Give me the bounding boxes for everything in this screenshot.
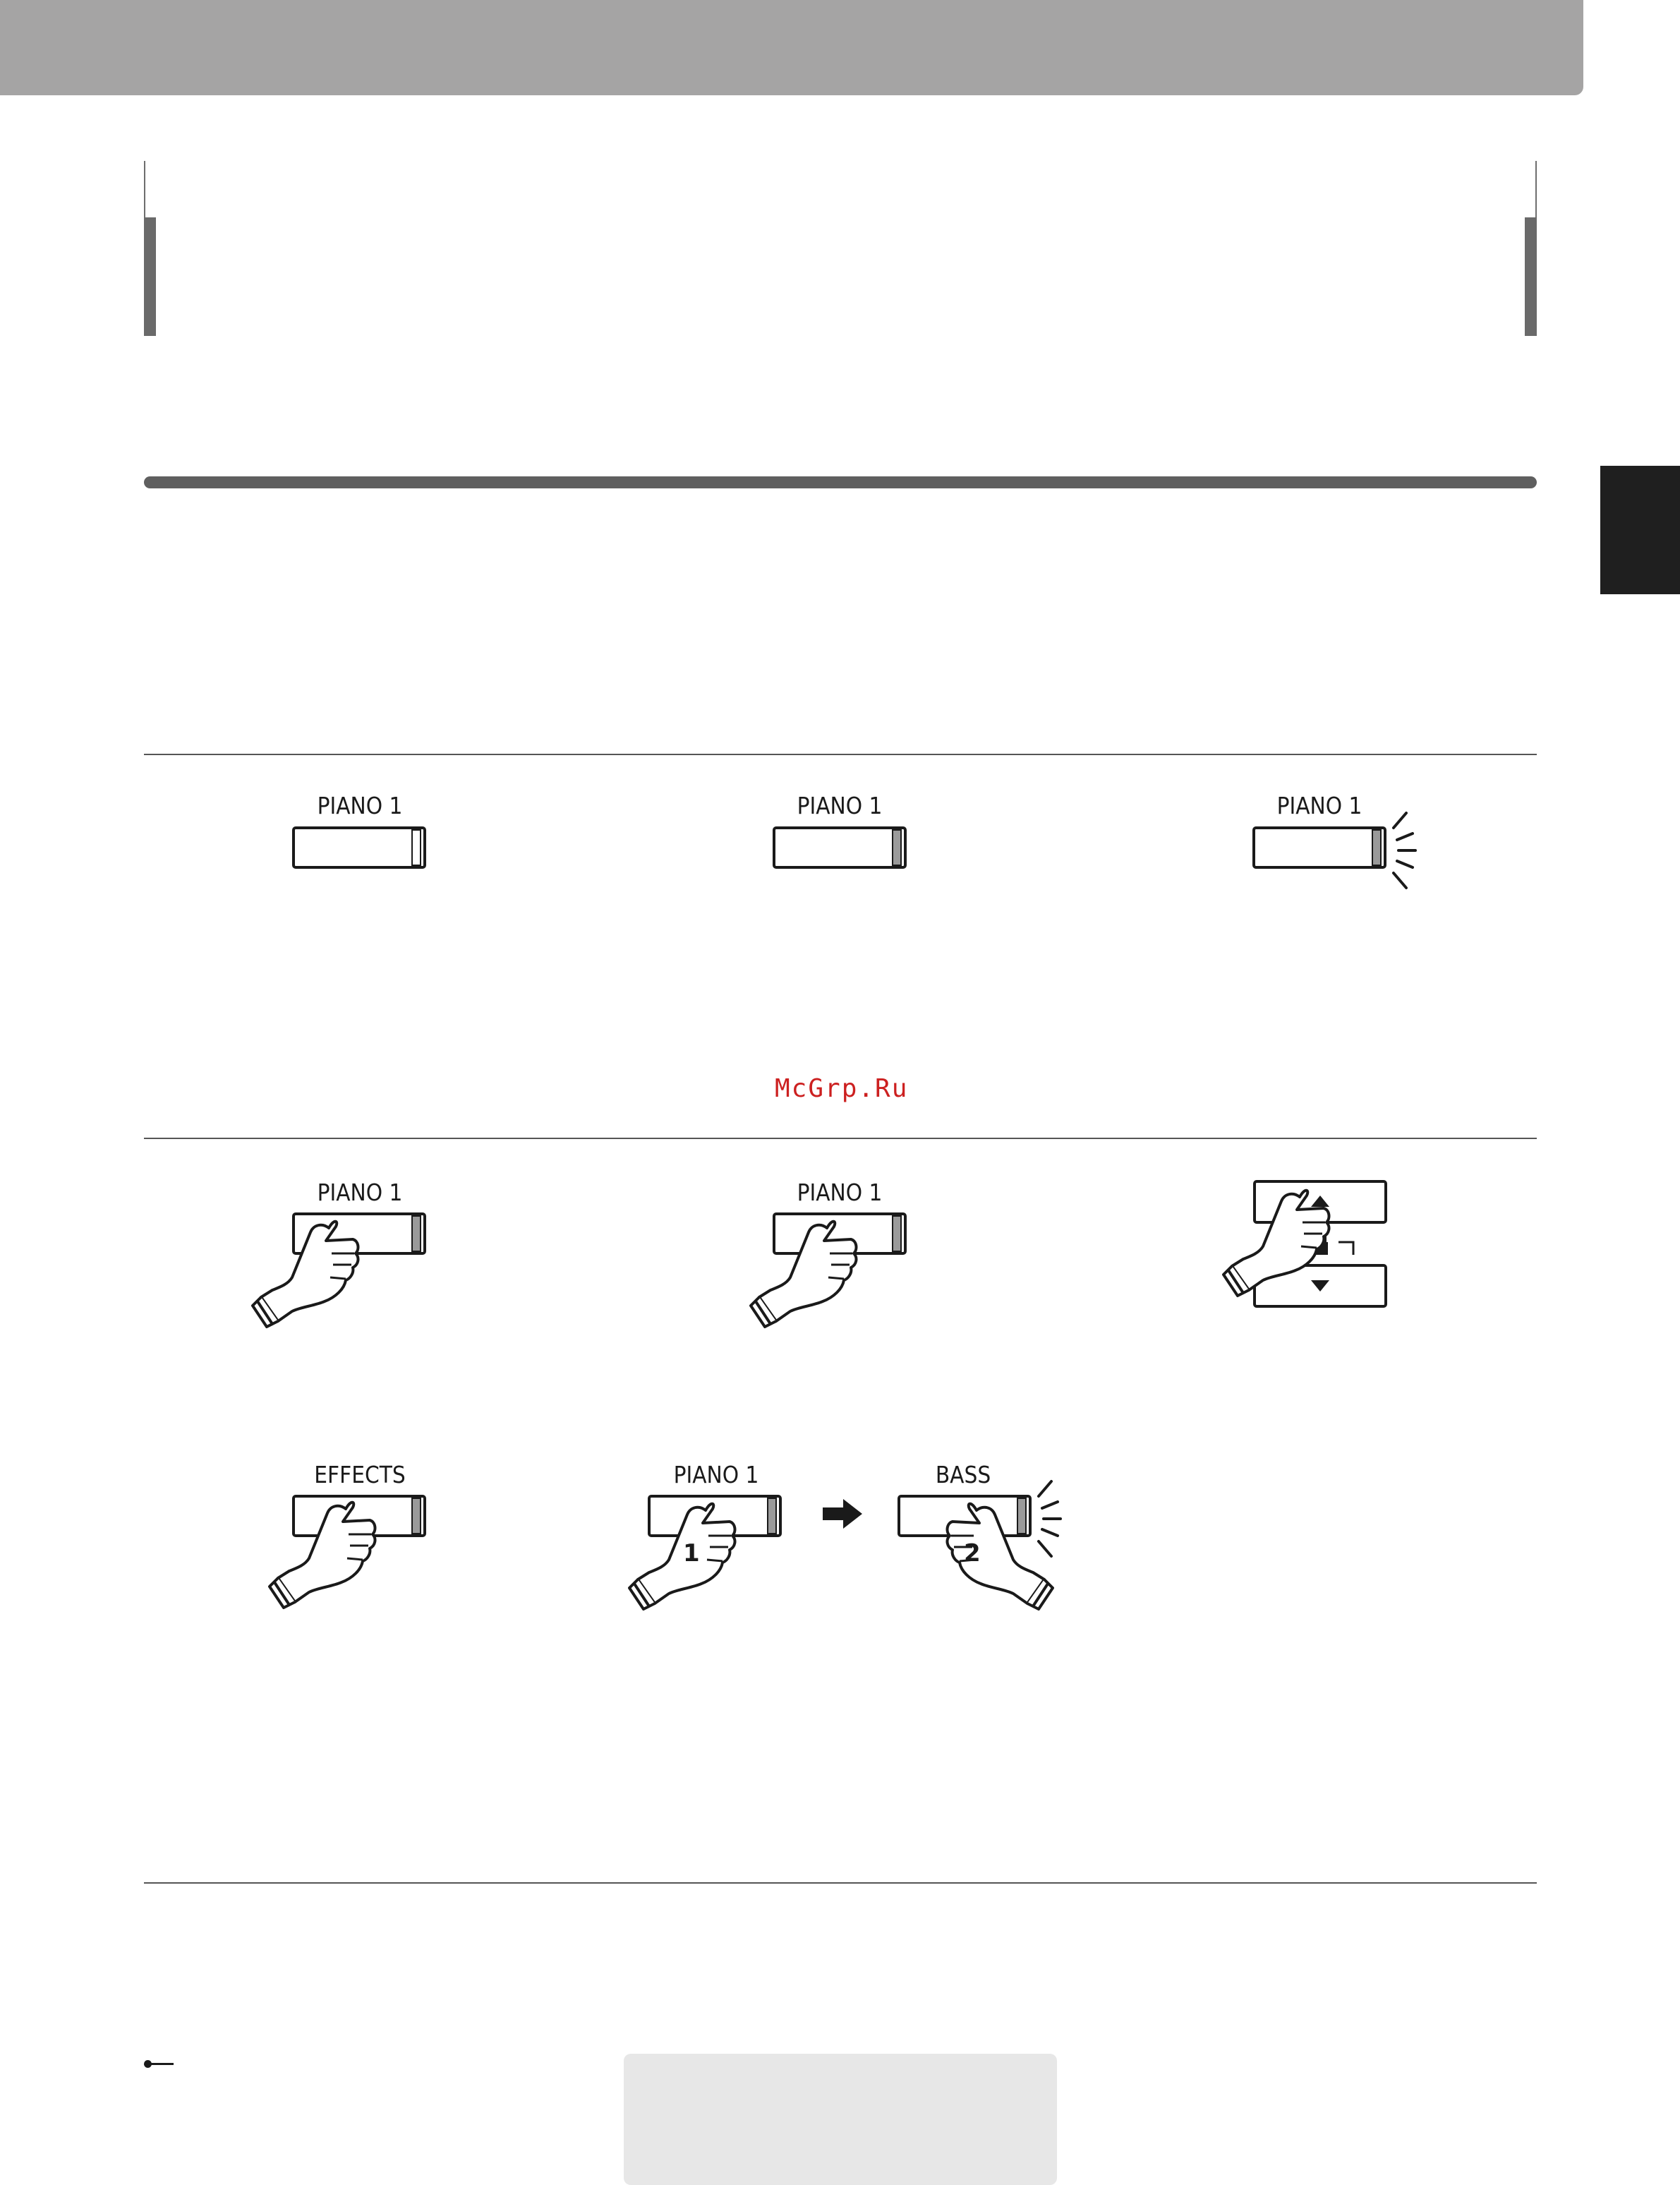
bass-label: BASS: [935, 1461, 991, 1488]
piano1-button-flashing: [1254, 813, 1415, 888]
piano1-label-off: PIANO 1: [317, 792, 403, 819]
effects-label: EFFECTS: [314, 1461, 406, 1488]
piano1-button-off: [294, 828, 425, 867]
watermark-text: McGrp.Ru: [775, 1074, 909, 1103]
piano1-button-on: [774, 828, 905, 867]
step-2-number: 2: [964, 1539, 981, 1567]
step-1-number: 1: [683, 1539, 700, 1567]
piano1-label-flash: PIANO 1: [1276, 792, 1362, 819]
flash-rays-icon: [1394, 813, 1415, 888]
flash-rays-icon: [1039, 1481, 1060, 1556]
piano1-label-press-b: PIANO 1: [797, 1179, 883, 1206]
piano1-label-press-a: PIANO 1: [317, 1179, 403, 1206]
piano1-label-on: PIANO 1: [797, 792, 883, 819]
piano1-label-step1: PIANO 1: [673, 1461, 759, 1488]
right-arrow-icon: [823, 1499, 862, 1529]
